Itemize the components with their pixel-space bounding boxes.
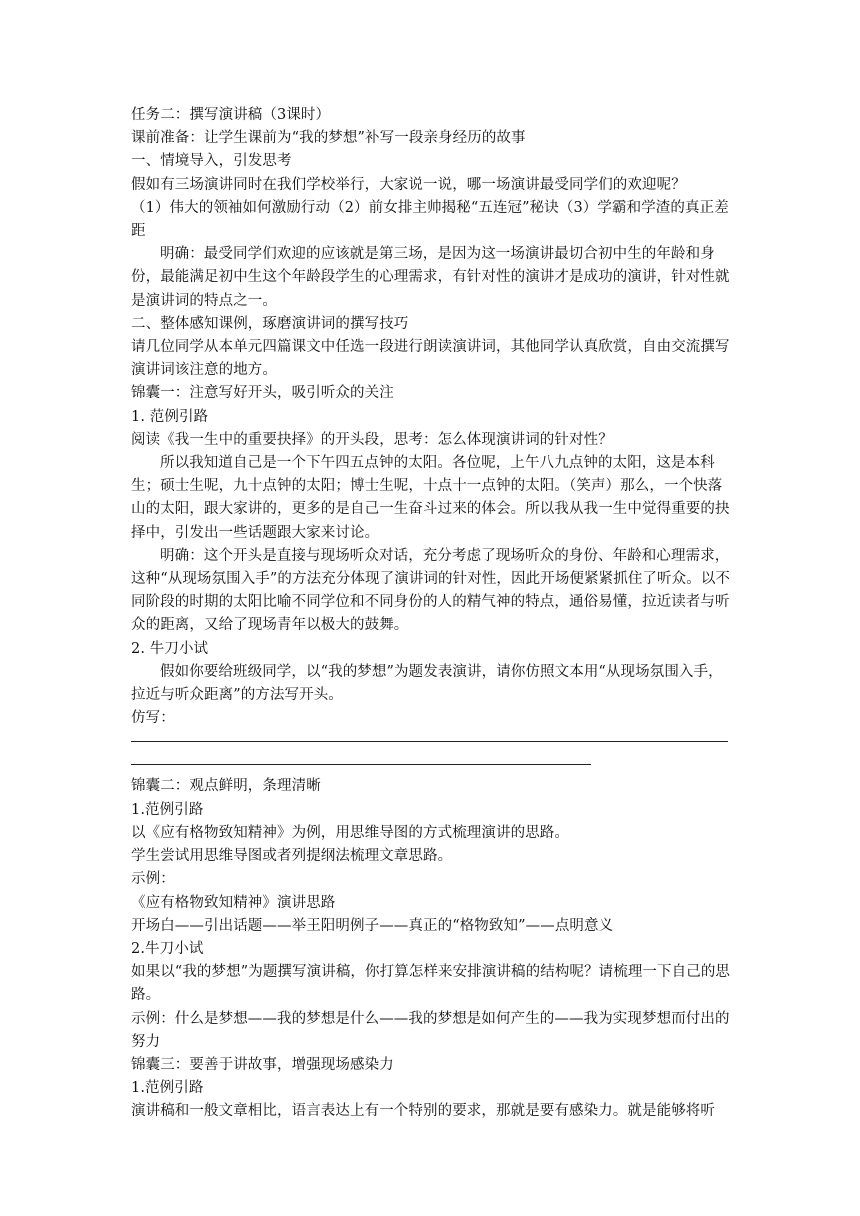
section-heading: 二、整体感知课例，琢磨演讲词的撰写技巧	[131, 315, 409, 332]
sub-heading: 1. 范例引路	[131, 408, 209, 425]
sub-heading: 2. 牛刀小试	[131, 640, 209, 657]
paragraph: 请几位同学从本单元四篇课文中任选一段进行朗读演讲词，其他同学认真欣赏，自由交流撰写演讲词该注意的地方。	[131, 339, 730, 379]
excerpt: 所以我知道自己是一个下午四五点钟的太阳。各位呢，上午八九点钟的太阳，这是本科生；硕士生呢，九十点钟的太阳；博士生呢，十点十一点钟的太阳。（笑声）那么，一个快落山的太阳，跟大家讲的，更多的是自己一生奋斗过来的体会。所以我从我一生中觉得重要的抉择中，引发出一些话题跟大家来讨论。	[131, 455, 730, 541]
sub-heading: 2.牛刀小试	[131, 940, 204, 957]
example-label: 示例：	[131, 871, 175, 888]
paragraph: 阅读《我一生中的重要抉择》的开头段，思考：怎么体现演讲词的针对性？	[131, 431, 613, 448]
paragraph: （1）伟大的领袖如何激励行动（2）前女排主帅揭秘“五连冠”秘诀（3）学霸和学渣的真正差距	[131, 199, 729, 240]
example-title: 《应有格物致知精神》演讲思路	[131, 894, 336, 911]
paragraph: 演讲稿和一般文章相比，语言表达上有一个特别的要求，那就是要有感染力。就是能够将听	[131, 1103, 715, 1120]
prep-note: 课前准备：让学生课前为“我的梦想”补写一段亲身经历的故事	[131, 130, 526, 147]
tip-heading: 锦囊一：注意写好开头，吸引听众的关注	[131, 385, 394, 402]
answer-line	[131, 741, 728, 742]
paragraph: 假如有三场演讲同时在我们学校举行，大家说一说，哪一场演讲最受同学们的欢迎呢？	[131, 176, 686, 193]
tip-heading: 锦囊三：要善于讲故事，增强现场感染力	[131, 1056, 394, 1073]
paragraph: 明确：这个开头是直接与现场听众对话，充分考虑了现场听众的身份、年龄和心理需求，这种“从现场氛围入手”的方法充分体现了演讲词的针对性，因此开场便紧紧抓住了听众。以不同阶段的时期的太阳比喻不同学位和不同身份的人的精气神的特点，通俗易懂，拉近读者与听众的距离，又给了现场青年以极大的鼓舞。	[131, 547, 731, 634]
paragraph: 假如你要给班级同学，以“我的梦想”为题发表演讲，请你仿照文本用“从现场氛围入手，拉近与听众距离”的方法写开头。	[131, 663, 723, 704]
paragraph: 明确：最受同学们欢迎的应该就是第三场，是因为这一场演讲最切合初中生的年龄和身份，最能满足初中生这个年龄段学生的心理需求，有针对性的演讲才是成功的演讲，针对性就是演讲词的特点之一。	[131, 246, 730, 309]
sub-heading: 1.范例引路	[131, 801, 204, 818]
sub-heading: 1.范例引路	[131, 1080, 204, 1097]
paragraph: 如果以“我的梦想”为题撰写演讲稿，你打算怎样来安排演讲稿的结构呢？请梳理一下自己的思路。	[131, 964, 731, 1004]
paragraph: 学生尝试用思维导图或者列提纲法梳理文章思路。	[131, 848, 453, 865]
paragraph: 示例：什么是梦想——我的梦想是什么——我的梦想是如何产生的——我为实现梦想而付出的努力	[131, 1010, 730, 1050]
paragraph: 以《应有格物致知精神》为例，用思维导图的方式梳理演讲的思路。	[131, 824, 569, 841]
section-heading: 一、情境导入，引发思考	[131, 153, 292, 170]
tip-heading: 锦囊二：观点鲜明，条理清晰	[131, 778, 321, 795]
task-title: 任务二：撰写演讲稿（3课时）	[131, 107, 331, 123]
example-flow: 开场白——引出话题——举王阳明例子——真正的“格物致知”——点明意义	[131, 917, 614, 934]
document-body	[131, 104, 731, 1124]
imitate-label: 仿写：	[131, 710, 175, 727]
